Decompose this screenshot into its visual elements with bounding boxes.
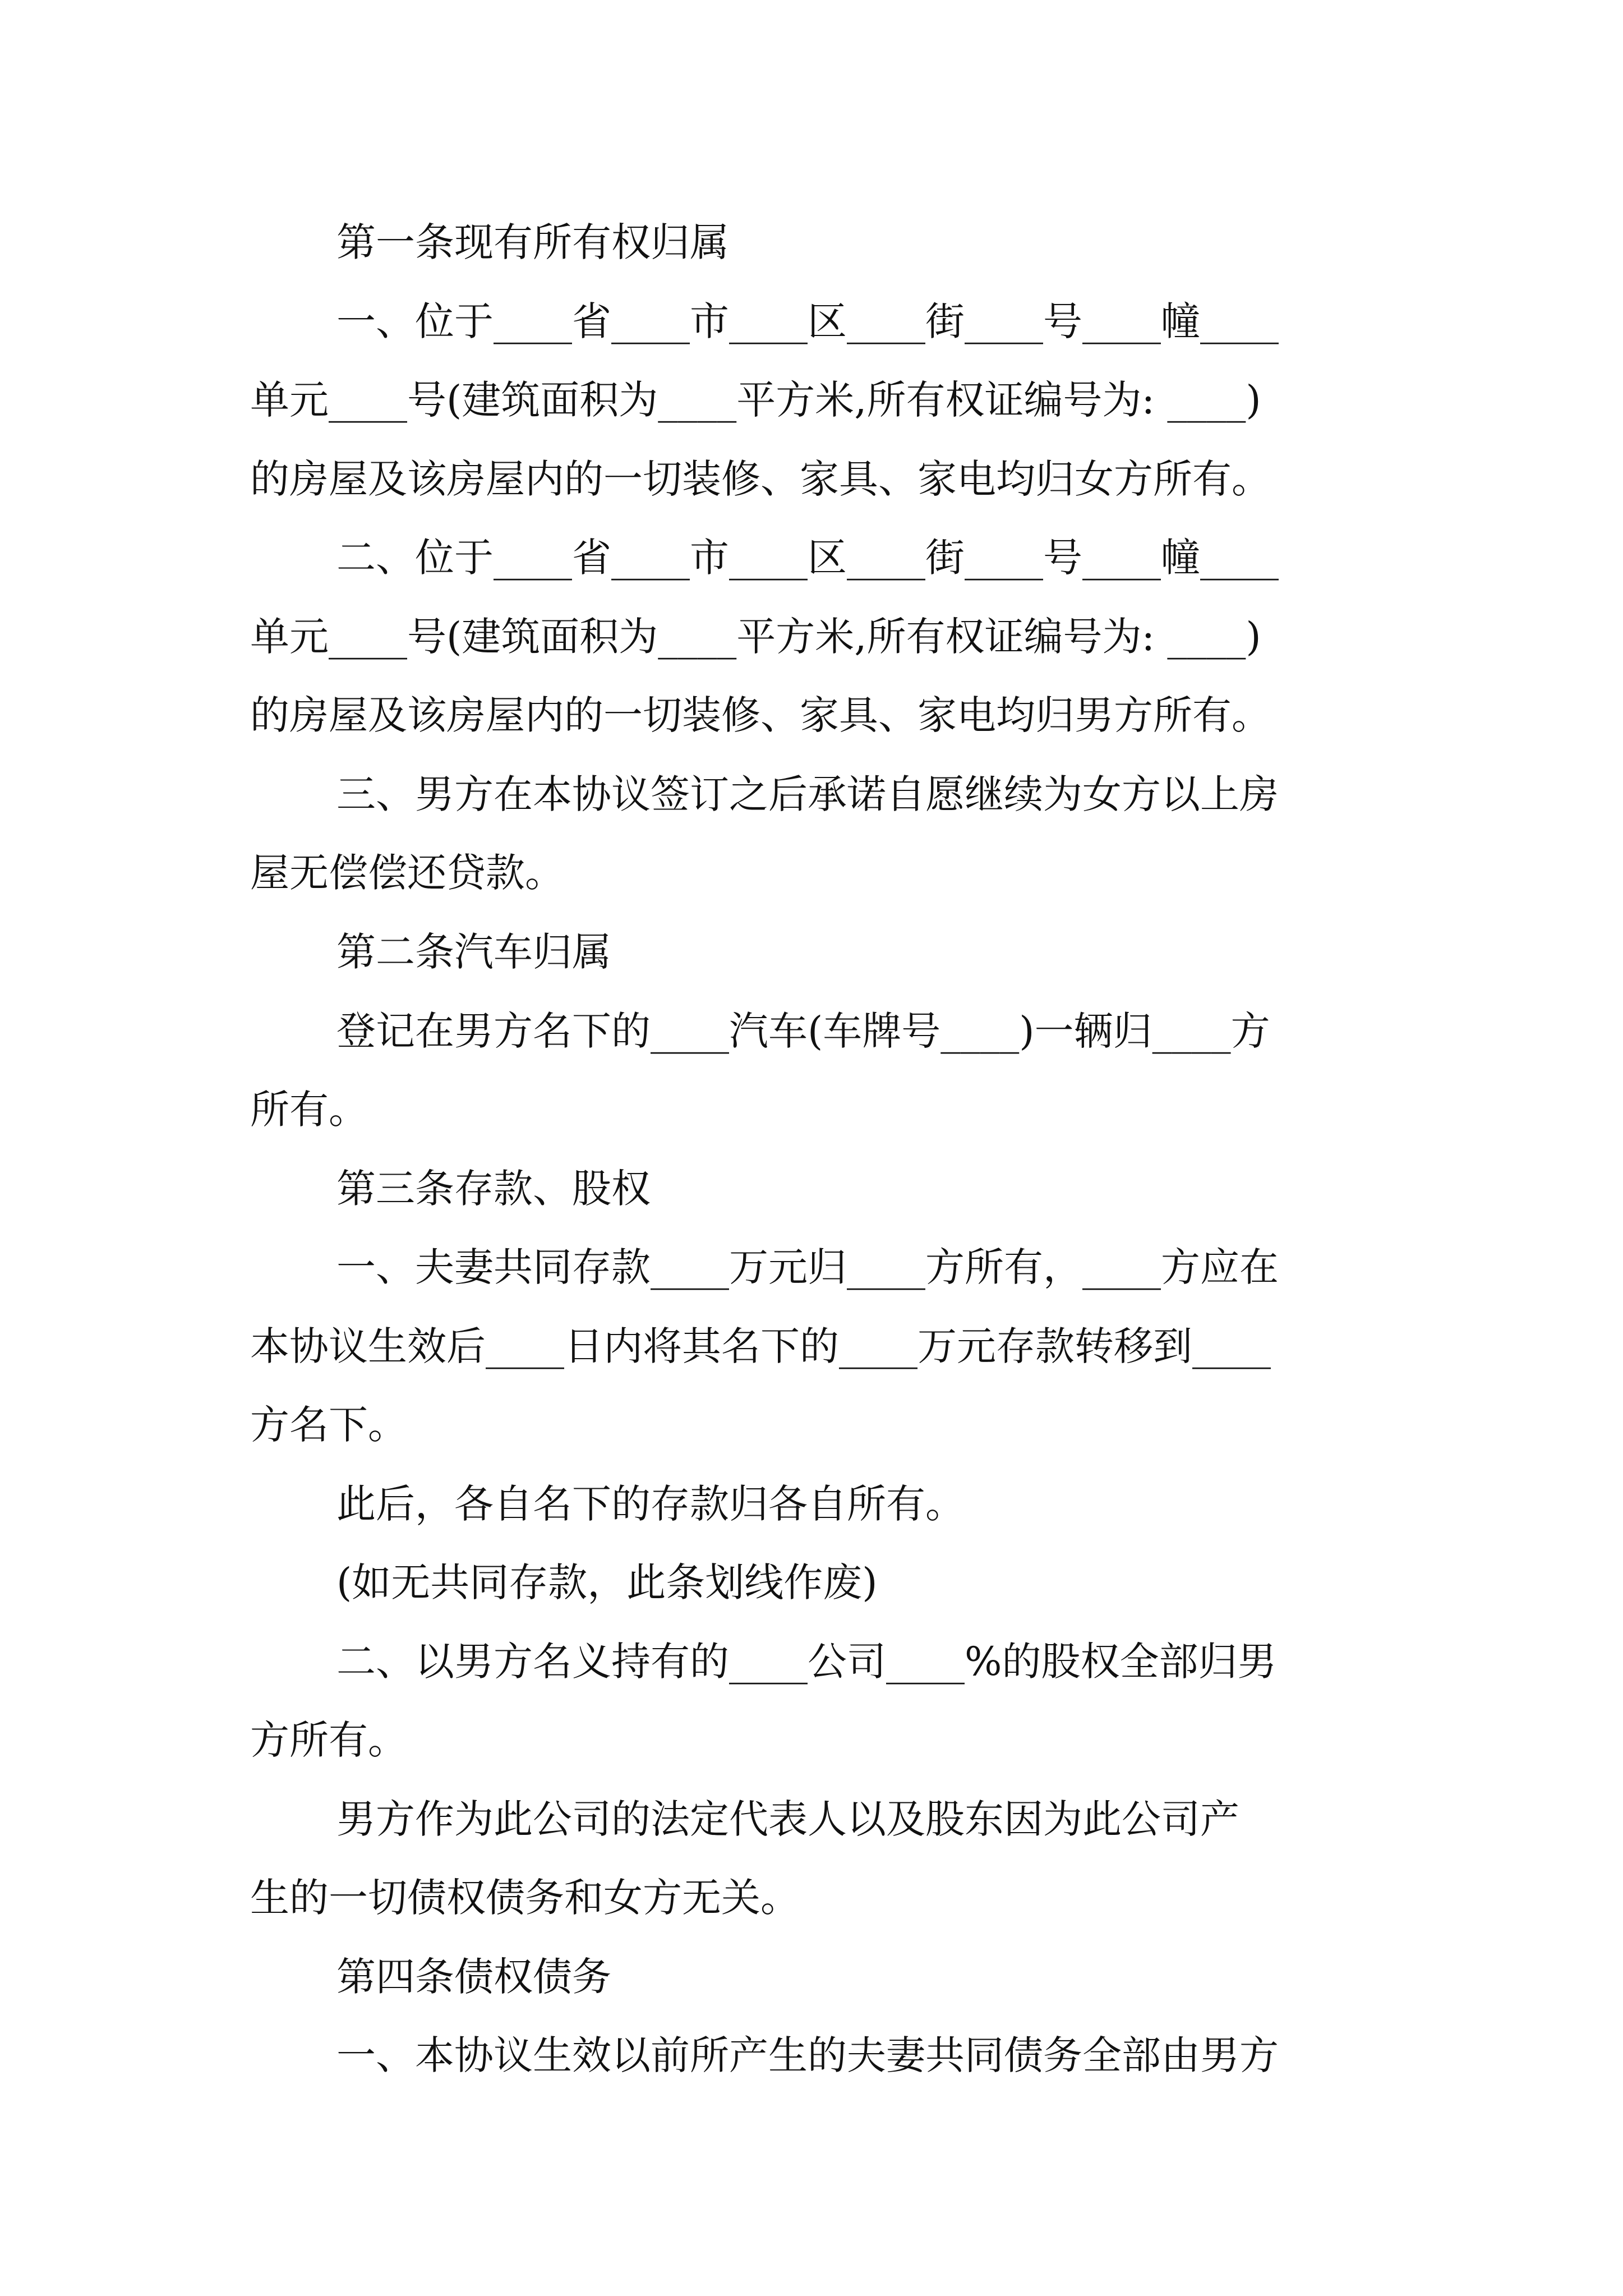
paragraph-line: 三、男方在本协议签订之后承诺自愿继续为女方以上房	[336, 771, 1279, 817]
paragraph-line: 方所有。	[250, 1717, 407, 1763]
article-heading: 第二条汽车归属	[336, 929, 611, 975]
paragraph-line: 此后，各自名下的存款归各自所有。	[336, 1481, 965, 1527]
paragraph-line: 屋无偿偿还贷款。	[250, 850, 564, 896]
paragraph-line: 登记在男方名下的____汽车(车牌号____)一辆归____方	[336, 1008, 1270, 1054]
paragraph-line: 二、位于____省____市____区____街____号____幢____	[336, 535, 1279, 581]
paragraph-line: 所有。	[250, 1087, 368, 1133]
paragraph-line: 的房屋及该房屋内的一切装修、家具、家电均归男方所有。	[250, 692, 1271, 738]
paragraph-line: 的房屋及该房屋内的一切装修、家具、家电均归女方所有。	[250, 456, 1271, 502]
paragraph-line: 一、位于____省____市____区____街____号____幢____	[336, 298, 1279, 344]
article-heading: 第三条存款、股权	[336, 1166, 651, 1212]
paragraph-line: 一、夫妻共同存款____万元归____方所有，____方应在	[336, 1244, 1279, 1290]
paragraph-line: 单元____号(建筑面积为____平方米,所有权证编号为: ____)	[250, 377, 1261, 423]
paragraph-line: 二、以男方名义持有的____公司____%的股权全部归男	[336, 1639, 1277, 1685]
paragraph-line: 一、本协议生效以前所产生的夫妻共同债务全部由男方	[336, 2032, 1279, 2078]
paragraph-line: 单元____号(建筑面积为____平方米,所有权证编号为: ____)	[250, 614, 1261, 660]
paragraph-line: (如无共同存款，此条划线作废)	[336, 1559, 878, 1605]
paragraph-line: 男方作为此公司的法定代表人以及股东因为此公司产	[336, 1796, 1239, 1842]
paragraph-line: 方名下。	[250, 1402, 407, 1448]
paragraph-line: 本协议生效后____日内将其名下的____万元存款转移到____	[250, 1323, 1271, 1369]
article-heading: 第一条现有所有权归属	[336, 219, 729, 265]
article-heading: 第四条债权债务	[336, 1954, 611, 2000]
paragraph-line: 生的一切债权债务和女方无关。	[250, 1875, 800, 1921]
